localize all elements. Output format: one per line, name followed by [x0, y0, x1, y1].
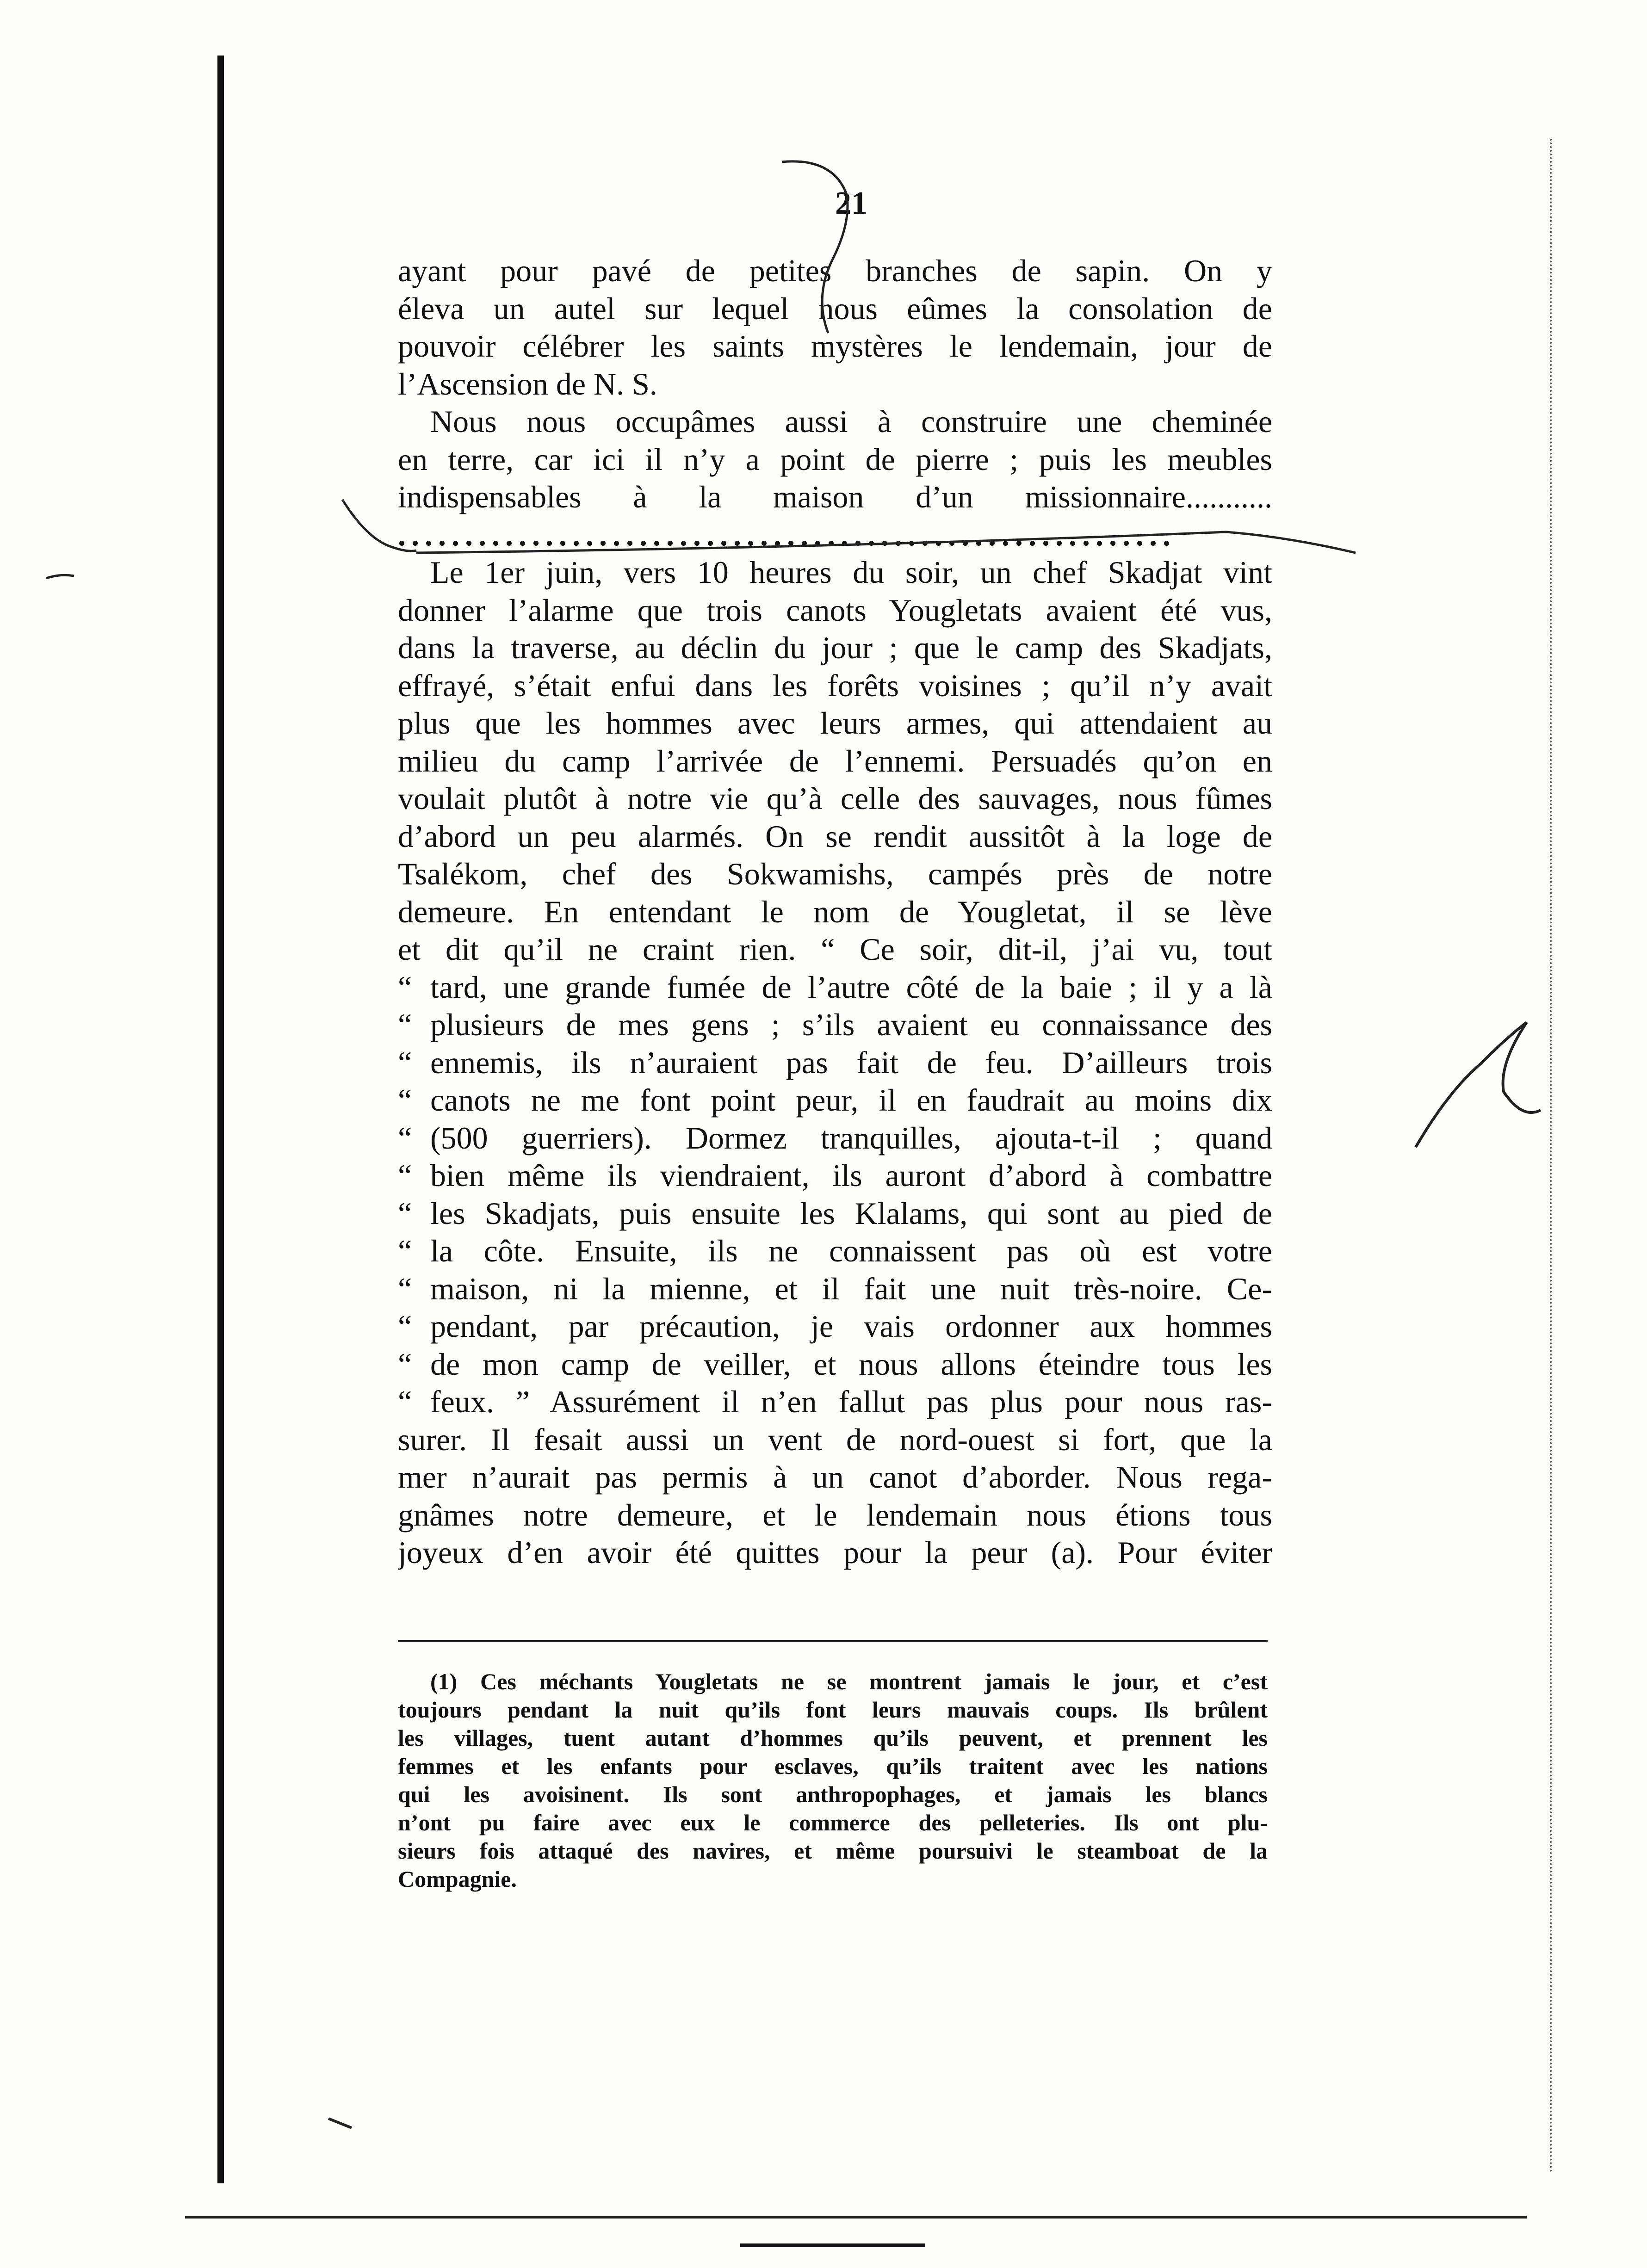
- footnote-line: femmes et les enfants pour esclaves, qu’ils traitent avec les nations: [398, 1753, 1268, 1779]
- quoted-text: feux. ” Assurément il n’en fallut pas plus pour nous ras-: [430, 1384, 1272, 1419]
- text-line: surer. Il fesait aussi un vent de nord-ouest si fort, que la: [398, 1421, 1272, 1457]
- text-line: effrayé, s’était enfui dans les forêts voisines ; qu’il n’y avait: [398, 667, 1272, 703]
- footnote-line: n’ont pu faire avec eux le commerce des pelleteries. Ils ont plu-: [398, 1810, 1268, 1835]
- text-line: en terre, car ici il n’y a point de pierre ; puis les meubles: [398, 441, 1272, 477]
- quoted-text: maison, ni la mienne, et il fait une nuit très-noire. Ce-: [430, 1271, 1272, 1306]
- quoted-line: [398, 1081, 1272, 1119]
- text-line: donner l’alarme que trois canots Yougletats avaient été vus,: [398, 592, 1272, 628]
- quote-mark: “: [398, 1158, 412, 1193]
- paragraph-start-line: Nous nous occupâmes aussi à construire une cheminée: [430, 404, 1272, 439]
- text-line: mer n’aurait pas permis à un canot d’aborder. Nous rega-: [398, 1459, 1272, 1495]
- quoted-text: bien même ils viendraient, ils auront d’abord à combattre: [430, 1158, 1272, 1193]
- quoted-text: ennemis, ils n’auraient pas fait de feu. D’ailleurs trois: [430, 1044, 1272, 1080]
- text-line: plus que les hommes avec leurs armes, qui attendaient au: [398, 705, 1272, 741]
- quoted-line: [398, 1044, 1272, 1082]
- quoted-line: [398, 1383, 1272, 1421]
- quoted-line: [398, 1006, 1272, 1044]
- text-line: éleva un autel sur lequel nous eûmes la consolation de: [398, 290, 1272, 326]
- ellipsis-dotted-line: ..........................................................: [398, 517, 1176, 552]
- pen-stroke-right-margin: [1416, 1022, 1541, 1147]
- quote-mark: “: [398, 1120, 412, 1156]
- quoted-text: de mon camp de veiller, et nous allons éteindre tous les: [430, 1346, 1272, 1382]
- quote-mark: “: [398, 1044, 412, 1080]
- quoted-text: plusieurs de mes gens ; s’ils avaient eu connaissance des: [430, 1007, 1272, 1042]
- quoted-line: [398, 969, 1272, 1007]
- text-line: indispensables à la maison d’un missionnaire...........: [398, 479, 1272, 514]
- text-line: et dit qu’il ne craint rien. “ Ce soir, dit-il, j’ai vu, tout: [398, 932, 1272, 967]
- quoted-text: la côte. Ensuite, ils ne connaissent pas où est votre: [430, 1233, 1272, 1268]
- quote-mark: “: [398, 1007, 412, 1042]
- quote-mark: “: [398, 1271, 412, 1306]
- footnote-separator: [398, 1640, 1268, 1642]
- text-line: dans la traverse, au déclin du jour ; que le camp des Skadjats,: [398, 630, 1272, 665]
- scan-margin-noise: [1550, 139, 1554, 2174]
- text-line: milieu du camp l’arrivée de l’ennemi. Persuadés qu’on en: [398, 743, 1272, 779]
- text-line: voulait plutôt à notre vie qu’à celle des sauvages, nous fûmes: [398, 781, 1272, 816]
- quoted-text: canots ne me font point peur, il en faudrait au moins dix: [430, 1082, 1272, 1118]
- text-line: gnâmes notre demeure, et le lendemain nous étions tous: [398, 1497, 1272, 1533]
- footnote: [398, 1668, 1268, 1893]
- quote-mark: “: [398, 1346, 412, 1382]
- pen-stroke-bottom-left: [328, 2119, 352, 2128]
- text-line: ayant pour pavé de petites branches de sapin. On y: [398, 253, 1272, 288]
- quote-mark: “: [398, 969, 412, 1005]
- scan-bottom-mark: [740, 2243, 925, 2247]
- quoted-line: [398, 1270, 1272, 1308]
- scan-bottom-edge: [185, 2216, 1527, 2219]
- page-number: 21: [835, 185, 867, 221]
- footnote-line: sieurs fois attaqué des navires, et même poursuivi le steamboat de la: [398, 1838, 1268, 1864]
- quoted-text: les Skadjats, puis ensuite les Klalams, qui sont au pied de: [430, 1195, 1272, 1231]
- quoted-line: [398, 1195, 1272, 1233]
- footnote-line: (1) Ces méchants Yougletats ne se montrent jamais le jour, et c’est: [430, 1669, 1268, 1694]
- body-text: [398, 252, 1272, 1572]
- quoted-line: [398, 1346, 1272, 1384]
- text-line: demeure. En entendant le nom de Yougletat, il se lève: [398, 894, 1272, 929]
- quote-mark: “: [398, 1082, 412, 1118]
- text-line: d’abord un peu alarmés. On se rendit aussitôt à la loge de: [398, 818, 1272, 854]
- footnote-line: les villages, tuent autant d’hommes qu’ils peuvent, et prennent les: [398, 1725, 1268, 1751]
- quote-mark: “: [398, 1309, 412, 1344]
- quoted-text: tard, une grande fumée de l’autre côté de la baie ; il y a là: [430, 969, 1272, 1005]
- footnote-line: qui les avoisinent. Ils sont anthropophages, et jamais les blancs: [398, 1781, 1268, 1807]
- quoted-line: [398, 1232, 1272, 1270]
- quoted-text: pendant, par précaution, je vais ordonner aux hommes: [430, 1309, 1272, 1344]
- quoted-line: [398, 1157, 1272, 1195]
- text-line: l’Ascension de N. S.: [398, 366, 657, 402]
- text-line: joyeux d’en avoir été quittes pour la peur (a). Pour éviter: [398, 1535, 1272, 1570]
- quote-mark: “: [398, 1233, 412, 1268]
- footnote-line: toujours pendant la nuit qu’ils font leurs mauvais coups. Ils brûlent: [398, 1697, 1268, 1723]
- quoted-text: (500 guerriers). Dormez tranquilles, ajouta-t-il ; quand: [430, 1120, 1272, 1156]
- footnote-line: Compagnie.: [398, 1866, 517, 1892]
- paragraph-start-line: Le 1er juin, vers 10 heures du soir, un chef Skadjat vint: [430, 555, 1272, 590]
- pen-stroke-small-left: [46, 575, 74, 578]
- quoted-line: [398, 1308, 1272, 1346]
- text-line: pouvoir célébrer les saints mystères le lendemain, jour de: [398, 328, 1272, 364]
- quote-mark: “: [398, 1195, 412, 1231]
- quote-mark: “: [398, 1384, 412, 1419]
- quoted-line: [398, 1119, 1272, 1157]
- text-line: Tsalékom, chef des Sokwamishs, campés près de notre: [398, 856, 1272, 891]
- scan-binding-edge: [217, 56, 224, 2183]
